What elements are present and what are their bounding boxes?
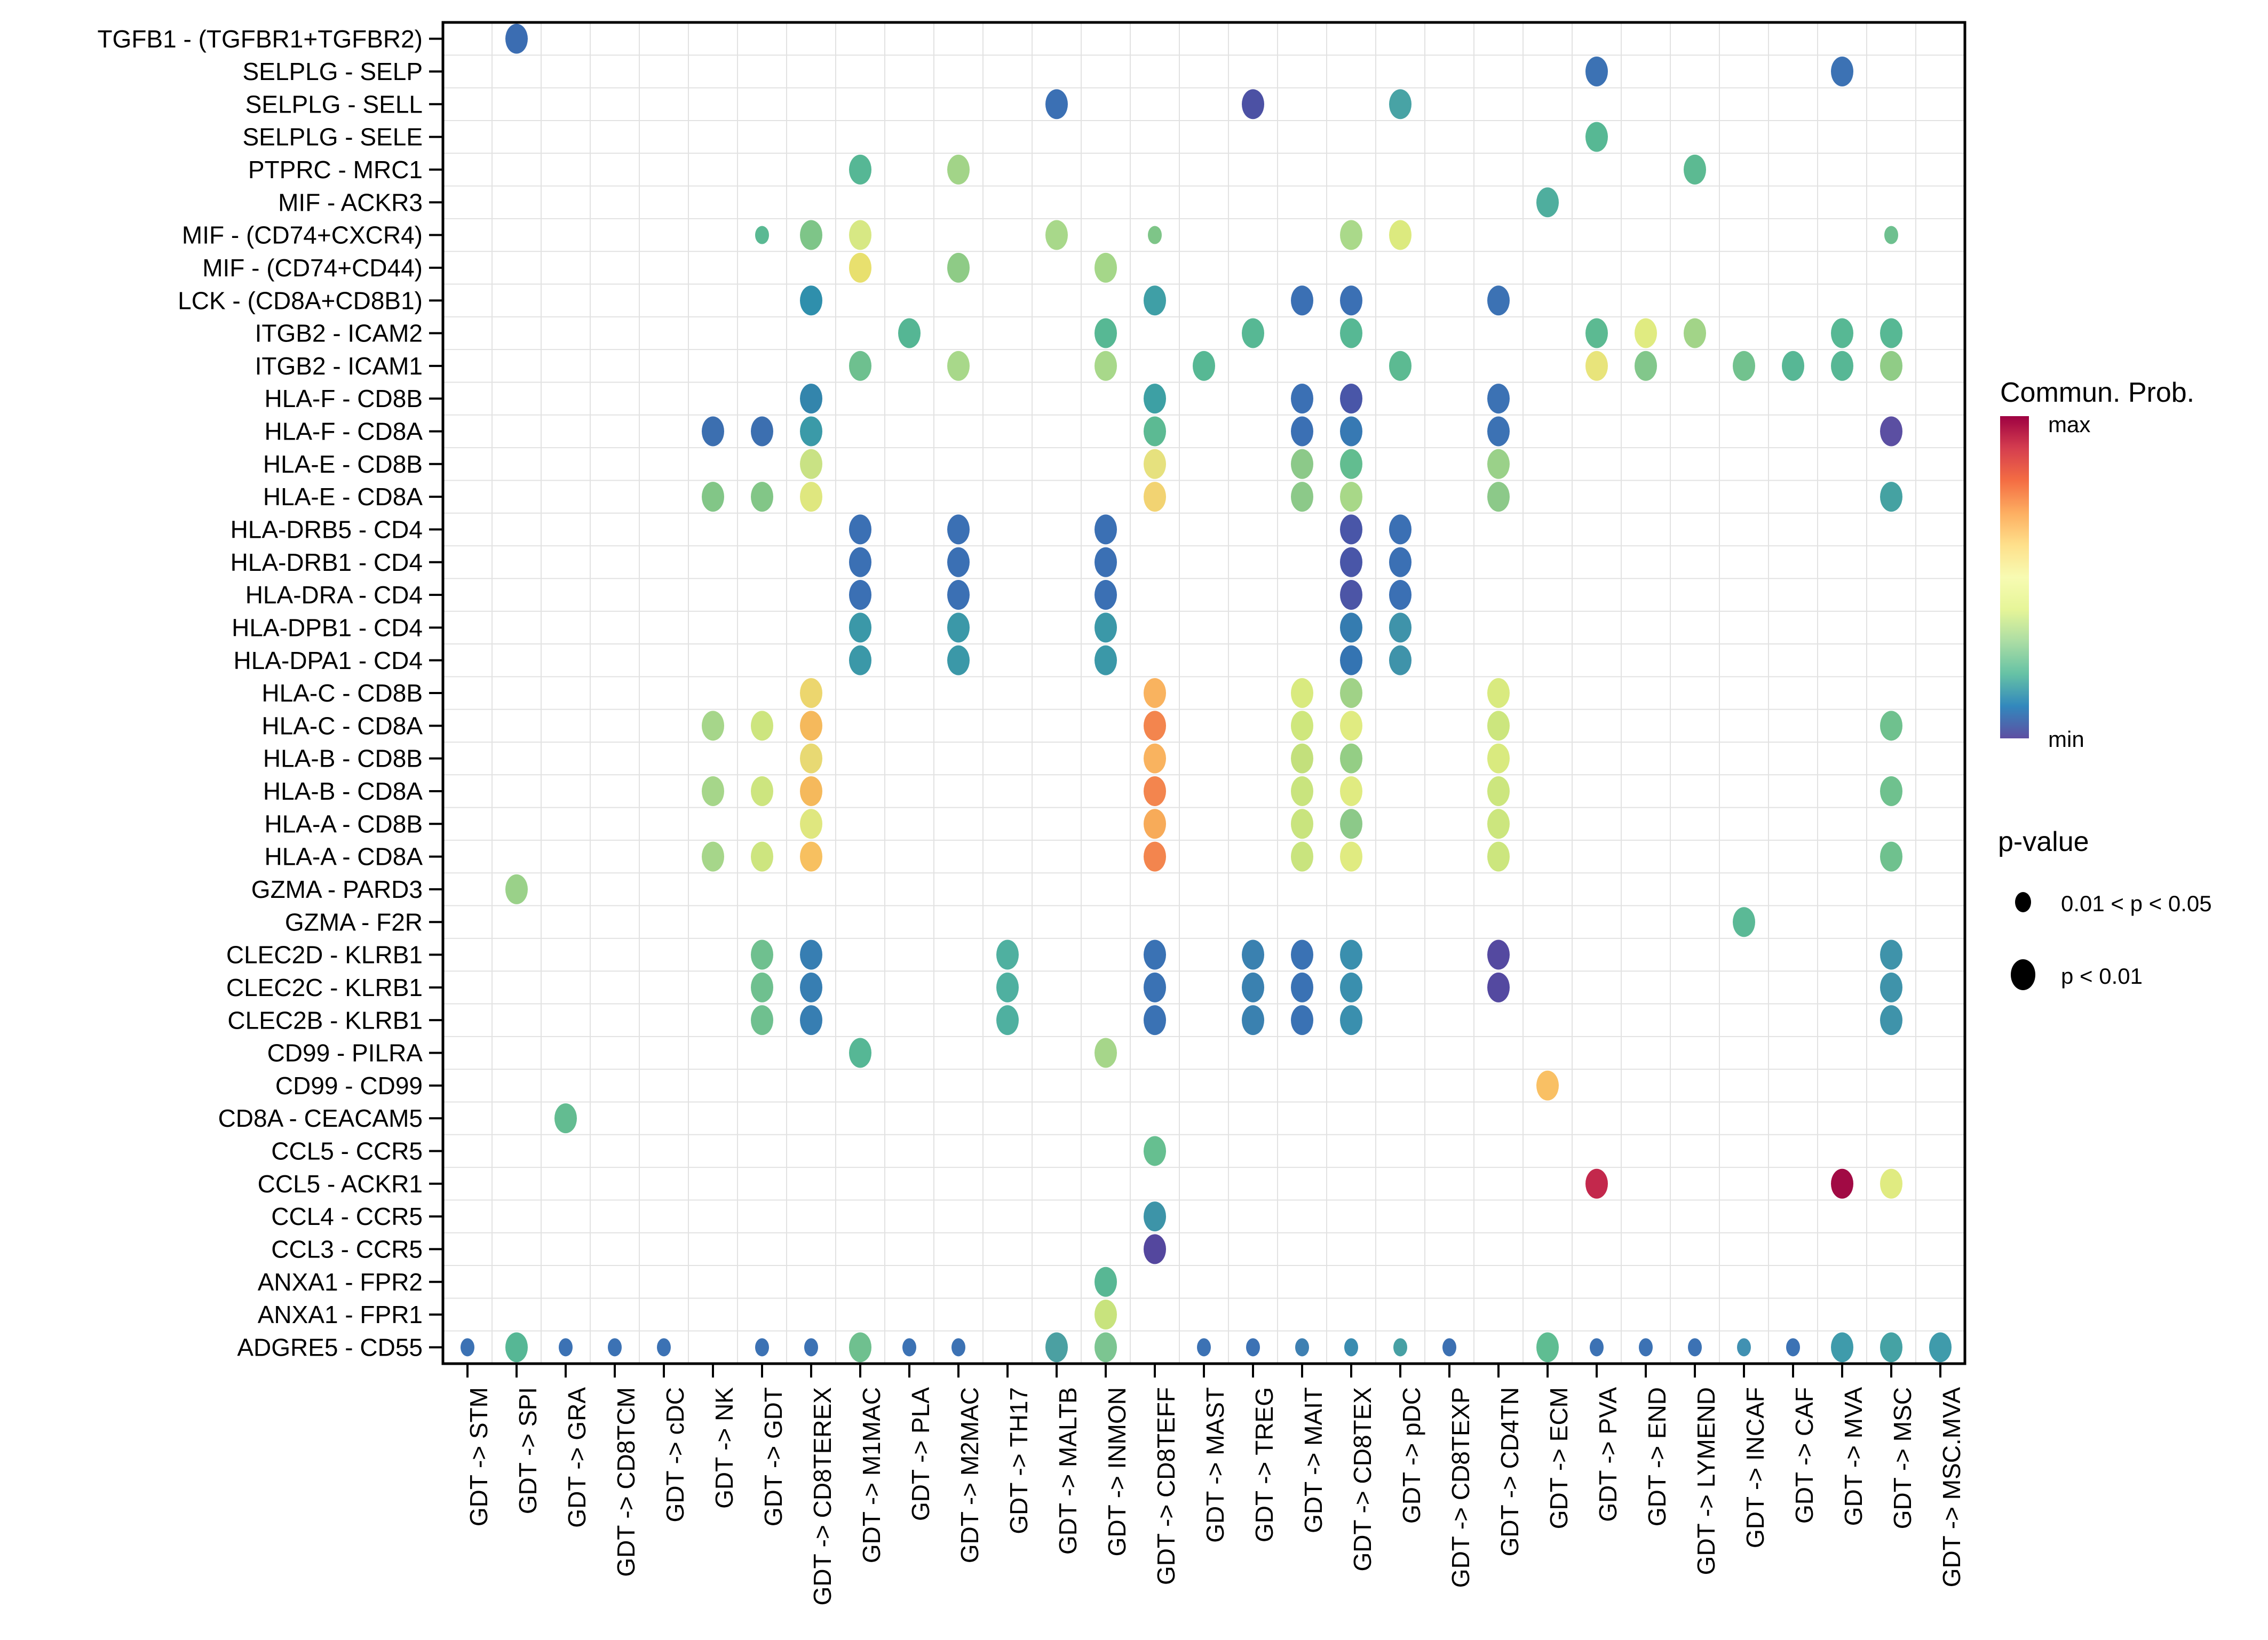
- data-point: [800, 776, 822, 806]
- data-point: [1045, 89, 1068, 119]
- data-point: [1095, 514, 1117, 544]
- data-point: [1144, 1136, 1166, 1166]
- y-axis-label: CCL5 - ACKR1: [257, 1169, 423, 1198]
- data-point: [1295, 1338, 1309, 1356]
- data-point: [751, 973, 773, 1002]
- data-point: [947, 612, 970, 642]
- data-point: [1144, 809, 1166, 839]
- data-point: [1487, 711, 1510, 741]
- x-axis-label: GDT -> MALTB: [1053, 1387, 1082, 1555]
- data-point: [702, 416, 724, 446]
- data-point: [1144, 1005, 1166, 1035]
- data-point: [1095, 319, 1117, 348]
- data-point: [1144, 776, 1166, 806]
- data-point: [559, 1338, 573, 1356]
- data-point: [898, 319, 921, 348]
- y-axis-label: HLA-DPA1 - CD4: [233, 646, 423, 674]
- data-point: [1340, 711, 1362, 741]
- y-axis-label: ANXA1 - FPR1: [257, 1301, 423, 1329]
- data-point: [505, 1332, 528, 1362]
- data-point: [1340, 384, 1362, 413]
- y-axis-label: MIF - (CD74+CXCR4): [181, 221, 423, 249]
- data-point: [1095, 1267, 1117, 1297]
- data-point: [1340, 285, 1362, 315]
- y-axis-label: HLA-C - CD8B: [261, 679, 423, 707]
- data-point: [1144, 449, 1166, 479]
- data-point: [1340, 678, 1362, 708]
- data-point: [849, 155, 871, 185]
- data-point: [1340, 514, 1362, 544]
- data-point: [1242, 319, 1264, 348]
- data-point: [751, 416, 773, 446]
- data-point: [1095, 646, 1117, 675]
- data-point: [1929, 1332, 1952, 1362]
- data-point: [1442, 1338, 1456, 1356]
- data-point: [1487, 973, 1510, 1002]
- x-axis-label: GDT -> PLA: [906, 1387, 934, 1521]
- data-point: [849, 580, 871, 610]
- data-point: [1144, 416, 1166, 446]
- data-point: [1884, 226, 1898, 244]
- data-point: [1389, 220, 1411, 250]
- colorbar-min-label: min: [2048, 727, 2084, 752]
- data-point: [1880, 842, 1902, 872]
- data-point: [1095, 1038, 1117, 1068]
- data-point: [1144, 384, 1166, 413]
- y-axis-label: TGFB1 - (TGFBR1+TGFBR2): [97, 25, 423, 53]
- x-axis-label: GDT -> cDC: [661, 1387, 689, 1523]
- data-point: [849, 547, 871, 577]
- data-point: [849, 612, 871, 642]
- pvalue-large-dot-icon: [2011, 959, 2035, 990]
- x-axis-label: GDT -> CD8TEXP: [1446, 1387, 1474, 1588]
- data-point: [1639, 1338, 1653, 1356]
- data-point: [1733, 907, 1755, 937]
- data-point: [1487, 285, 1510, 315]
- data-point: [947, 155, 970, 185]
- data-point: [1144, 1234, 1166, 1264]
- data-point: [554, 1103, 577, 1133]
- data-point: [1246, 1338, 1260, 1356]
- y-axis-label: HLA-DRB1 - CD4: [230, 548, 423, 576]
- data-point: [657, 1338, 671, 1356]
- data-point: [1340, 646, 1362, 675]
- data-point: [800, 809, 822, 839]
- data-point: [1536, 187, 1559, 217]
- data-point: [1144, 482, 1166, 512]
- data-point: [1487, 678, 1510, 708]
- y-axis-label: CLEC2D - KLRB1: [226, 941, 423, 969]
- data-point: [800, 678, 822, 708]
- x-axis-label: GDT -> SPI: [513, 1387, 542, 1515]
- x-axis-label: GDT -> PVA: [1593, 1387, 1622, 1522]
- colorbar-max-label: max: [2048, 412, 2091, 437]
- data-point: [1144, 711, 1166, 741]
- data-point: [1786, 1338, 1800, 1356]
- x-axis-label: GDT -> M2MAC: [955, 1387, 984, 1564]
- x-axis-label: GDT -> TREG: [1250, 1387, 1278, 1542]
- y-axis-label: SELPLG - SELL: [245, 90, 423, 118]
- y-axis-label: HLA-E - CD8A: [263, 483, 423, 511]
- y-axis-label: CLEC2C - KLRB1: [226, 973, 423, 1001]
- pvalue-small-dot-icon: [2015, 892, 2031, 912]
- pvalue-large-label: p < 0.01: [2061, 964, 2143, 989]
- data-point: [1389, 580, 1411, 610]
- data-point: [1684, 319, 1706, 348]
- data-point: [800, 973, 822, 1002]
- data-point: [1144, 285, 1166, 315]
- data-point: [1291, 973, 1313, 1002]
- data-point: [947, 351, 970, 381]
- data-point: [947, 547, 970, 577]
- data-point: [1880, 351, 1902, 381]
- data-point: [1344, 1338, 1358, 1356]
- data-point: [1880, 776, 1902, 806]
- data-point: [702, 776, 724, 806]
- data-point: [1831, 1332, 1853, 1362]
- data-point: [1688, 1338, 1702, 1356]
- data-point: [996, 1005, 1019, 1035]
- data-point: [702, 711, 724, 741]
- data-point: [849, 646, 871, 675]
- y-axis-label: HLA-DRB5 - CD4: [230, 515, 423, 544]
- data-point: [702, 482, 724, 512]
- data-point: [1242, 973, 1264, 1002]
- data-point: [800, 285, 822, 315]
- data-point: [1880, 482, 1902, 512]
- data-point: [702, 842, 724, 872]
- legend-panel: [1974, 0, 2268, 1640]
- data-point: [1487, 842, 1510, 872]
- data-point: [751, 776, 773, 806]
- data-point: [1487, 809, 1510, 839]
- data-point: [1095, 547, 1117, 577]
- data-point: [1831, 351, 1853, 381]
- x-axis-label: GDT -> LYMEND: [1692, 1387, 1720, 1575]
- data-point: [1585, 122, 1608, 152]
- data-point: [804, 1338, 818, 1356]
- x-axis-label: GDT -> M1MAC: [857, 1387, 885, 1564]
- x-axis-label: GDT -> CD4TN: [1495, 1387, 1524, 1557]
- data-point: [1144, 678, 1166, 708]
- x-axis-label: GDT -> INMON: [1103, 1387, 1131, 1557]
- data-point: [1880, 1169, 1902, 1199]
- data-point: [1291, 285, 1313, 315]
- data-point: [1536, 1332, 1559, 1362]
- data-point: [1340, 973, 1362, 1002]
- x-axis-label: GDT -> CD8TEFF: [1152, 1387, 1180, 1586]
- data-point: [800, 416, 822, 446]
- data-point: [1095, 612, 1117, 642]
- y-axis-label: HLA-DRA - CD4: [245, 581, 423, 609]
- y-axis-label: HLA-A - CD8B: [264, 810, 423, 838]
- x-axis-label: GDT -> GRA: [562, 1387, 591, 1528]
- data-point: [1487, 384, 1510, 413]
- data-point: [849, 1332, 871, 1362]
- y-axis-label: CCL3 - CCR5: [271, 1235, 423, 1263]
- data-point: [996, 940, 1019, 970]
- data-point: [1487, 416, 1510, 446]
- data-point: [461, 1338, 474, 1356]
- y-axis-label: ITGB2 - ICAM1: [255, 352, 423, 380]
- data-point: [1487, 744, 1510, 774]
- data-point: [996, 973, 1019, 1002]
- data-point: [1880, 711, 1902, 741]
- data-point: [1242, 940, 1264, 970]
- data-point: [755, 1338, 769, 1356]
- y-axis-label: ADGRE5 - CD55: [237, 1333, 423, 1362]
- data-point: [1340, 1005, 1362, 1035]
- data-point: [1389, 646, 1411, 675]
- data-point: [1340, 416, 1362, 446]
- data-point: [1389, 89, 1411, 119]
- data-point: [800, 449, 822, 479]
- y-axis-label: PTPRC - MRC1: [248, 156, 423, 184]
- y-axis-label: MIF - (CD74+CD44): [202, 253, 423, 282]
- data-point: [1340, 776, 1362, 806]
- y-axis-label: CD8A - CEACAM5: [218, 1104, 423, 1133]
- data-point: [1291, 678, 1313, 708]
- y-axis-label: GZMA - PARD3: [251, 875, 423, 904]
- data-point: [849, 253, 871, 283]
- data-point: [1585, 319, 1608, 348]
- x-axis-label: GDT -> NK: [710, 1387, 738, 1509]
- data-point: [800, 220, 822, 250]
- data-point: [947, 580, 970, 610]
- data-point: [800, 482, 822, 512]
- data-point: [1045, 220, 1068, 250]
- data-point: [1389, 514, 1411, 544]
- data-point: [1880, 973, 1902, 1002]
- y-axis-label: LCK - (CD8A+CD8B1): [178, 286, 423, 315]
- pvalue-legend-title: p-value: [1998, 826, 2089, 857]
- y-axis-label: CD99 - CD99: [275, 1071, 423, 1100]
- y-axis-label: HLA-A - CD8A: [264, 842, 423, 871]
- y-axis-label: CD99 - PILRA: [267, 1039, 423, 1067]
- data-point: [1291, 711, 1313, 741]
- data-point: [1144, 1201, 1166, 1231]
- data-point: [505, 24, 528, 54]
- data-point: [751, 711, 773, 741]
- y-axis-label: CCL4 - CCR5: [271, 1203, 423, 1231]
- y-axis-label: MIF - ACKR3: [278, 188, 423, 217]
- data-point: [1095, 1332, 1117, 1362]
- data-point: [800, 711, 822, 741]
- y-axis-label: ITGB2 - ICAM2: [255, 319, 423, 347]
- data-point: [1291, 744, 1313, 774]
- data-point: [755, 226, 769, 244]
- x-axis-label: GDT -> END: [1643, 1387, 1671, 1527]
- data-point: [947, 646, 970, 675]
- y-axis-label: SELPLG - SELP: [242, 58, 423, 86]
- y-axis-label: HLA-E - CD8B: [263, 450, 423, 478]
- data-point: [1880, 1332, 1902, 1362]
- data-point: [849, 514, 871, 544]
- x-axis-label: GDT -> MSC: [1888, 1387, 1916, 1530]
- data-point: [1095, 253, 1117, 283]
- data-point: [1635, 319, 1657, 348]
- x-axis-label: GDT -> CD8TEREX: [808, 1387, 836, 1606]
- data-point: [849, 1038, 871, 1068]
- y-axis-label: ANXA1 - FPR2: [257, 1268, 423, 1296]
- x-axis-label: GDT -> ECM: [1544, 1387, 1573, 1530]
- colorbar-gradient: [2000, 416, 2029, 738]
- data-point: [1193, 351, 1215, 381]
- data-point: [1242, 89, 1264, 119]
- data-point: [1291, 1005, 1313, 1035]
- data-point: [1536, 1071, 1559, 1101]
- x-axis-label: GDT -> CD8TCM: [612, 1387, 640, 1577]
- data-point: [751, 1005, 773, 1035]
- data-point: [1291, 940, 1313, 970]
- data-point: [1880, 319, 1902, 348]
- data-point: [1880, 940, 1902, 970]
- x-axis-label: GDT -> GDT: [759, 1387, 787, 1527]
- y-axis-label: HLA-DPB1 - CD4: [232, 614, 423, 642]
- data-point: [1144, 744, 1166, 774]
- data-point: [1045, 1332, 1068, 1362]
- data-point: [1340, 547, 1362, 577]
- x-axis-label: GDT -> pDC: [1397, 1387, 1425, 1524]
- data-point: [1148, 226, 1162, 244]
- data-point: [751, 842, 773, 872]
- y-axis-label: SELPLG - SELE: [242, 123, 423, 151]
- pvalue-small-label: 0.01 < p < 0.05: [2061, 891, 2212, 916]
- x-axis-label: GDT -> MAST: [1201, 1387, 1229, 1543]
- data-point: [1197, 1338, 1211, 1356]
- data-point: [1585, 1169, 1608, 1199]
- data-point: [1487, 776, 1510, 806]
- data-point: [1393, 1338, 1407, 1356]
- data-point: [947, 253, 970, 283]
- y-axis-label: CCL5 - CCR5: [271, 1137, 423, 1165]
- data-point: [1487, 449, 1510, 479]
- data-point: [1340, 319, 1362, 348]
- data-point: [902, 1338, 916, 1356]
- data-point: [1487, 482, 1510, 512]
- x-axis-label: GDT -> MSC.MVA: [1937, 1387, 1965, 1588]
- data-point: [1831, 1169, 1853, 1199]
- y-axis-label: HLA-B - CD8A: [263, 777, 423, 806]
- data-point: [947, 514, 970, 544]
- data-point: [800, 384, 822, 413]
- data-point: [1340, 842, 1362, 872]
- y-axis-label: HLA-F - CD8A: [264, 417, 423, 445]
- data-point: [800, 842, 822, 872]
- x-axis-label: GDT -> STM: [464, 1387, 493, 1527]
- data-point: [1291, 482, 1313, 512]
- data-point: [1291, 842, 1313, 872]
- data-point: [1389, 612, 1411, 642]
- data-point: [1880, 1005, 1902, 1035]
- panel-border: [443, 22, 1965, 1364]
- data-point: [1340, 580, 1362, 610]
- colorbar-title: Commun. Prob.: [2000, 377, 2195, 408]
- data-point: [800, 940, 822, 970]
- data-point: [1737, 1338, 1751, 1356]
- data-point: [1095, 580, 1117, 610]
- data-point: [951, 1338, 965, 1356]
- data-point: [1585, 351, 1608, 381]
- data-point: [1144, 973, 1166, 1002]
- data-point: [1291, 809, 1313, 839]
- data-point: [849, 220, 871, 250]
- data-point: [849, 351, 871, 381]
- data-point: [751, 482, 773, 512]
- y-axis-label: GZMA - F2R: [284, 908, 423, 936]
- data-point: [1340, 612, 1362, 642]
- data-point: [1242, 1005, 1264, 1035]
- data-point: [1733, 351, 1755, 381]
- data-point: [1782, 351, 1804, 381]
- data-point: [608, 1338, 622, 1356]
- y-axis-label: CLEC2B - KLRB1: [227, 1006, 423, 1034]
- x-axis-label: GDT -> MVA: [1839, 1387, 1867, 1526]
- data-point: [1684, 155, 1706, 185]
- x-axis-label: GDT -> INCAF: [1741, 1387, 1769, 1549]
- data-point: [1144, 842, 1166, 872]
- x-axis-label: GDT -> CAF: [1790, 1387, 1818, 1524]
- data-point: [1635, 351, 1657, 381]
- data-point: [1487, 940, 1510, 970]
- data-point: [1340, 449, 1362, 479]
- data-point: [1389, 547, 1411, 577]
- data-point: [1095, 351, 1117, 381]
- data-point: [1291, 776, 1313, 806]
- data-point: [505, 874, 528, 904]
- data-point: [1291, 384, 1313, 413]
- data-point: [1389, 351, 1411, 381]
- x-axis-label: GDT -> CD8TEX: [1348, 1387, 1376, 1572]
- data-point: [751, 940, 773, 970]
- data-point: [1831, 319, 1853, 348]
- data-point: [800, 744, 822, 774]
- data-point: [1880, 416, 1902, 446]
- data-point: [1340, 940, 1362, 970]
- x-axis-label: GDT -> MAIT: [1299, 1387, 1327, 1533]
- x-axis-label: GDT -> TH17: [1004, 1387, 1033, 1534]
- data-point: [1340, 220, 1362, 250]
- data-point: [1291, 416, 1313, 446]
- data-point: [1291, 449, 1313, 479]
- data-point: [800, 1005, 822, 1035]
- y-axis-label: HLA-F - CD8B: [264, 385, 423, 413]
- y-axis-label: HLA-C - CD8A: [261, 712, 423, 740]
- data-point: [1095, 1300, 1117, 1329]
- data-point: [1144, 940, 1166, 970]
- data-point: [1340, 809, 1362, 839]
- data-point: [1585, 57, 1608, 86]
- data-point: [1340, 744, 1362, 774]
- y-axis-label: HLA-B - CD8B: [263, 744, 423, 773]
- data-point: [1590, 1338, 1604, 1356]
- data-point: [1831, 57, 1853, 86]
- data-point: [1340, 482, 1362, 512]
